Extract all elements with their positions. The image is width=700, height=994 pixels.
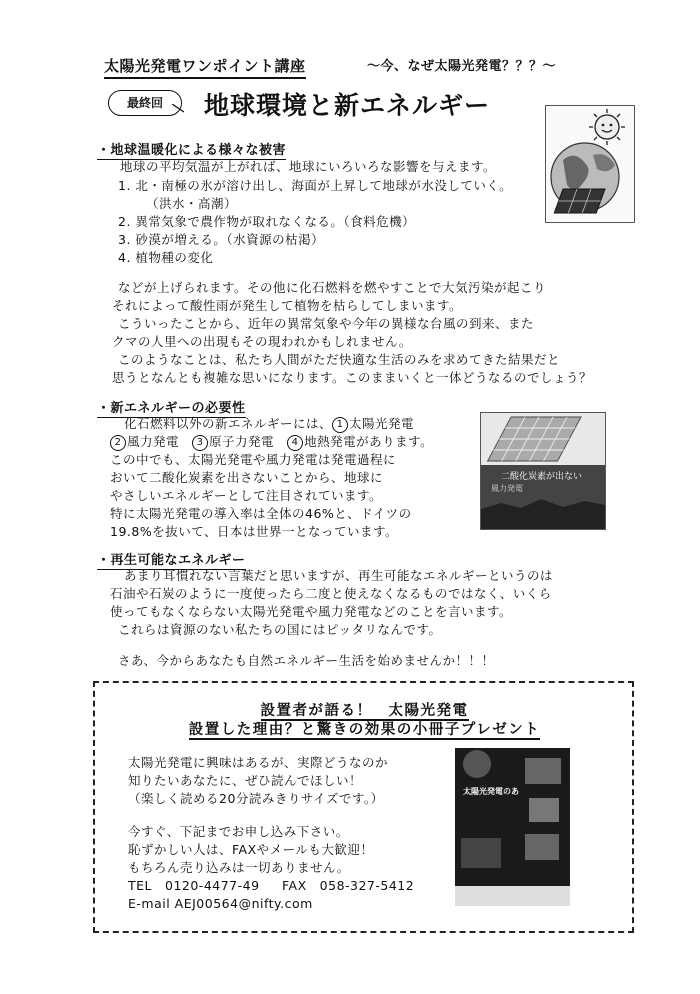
section2-line: 19.8%を抜いて、日本は世界一となっています。 [110, 524, 398, 539]
energy-wind: 風力発電 [127, 434, 180, 449]
section1-item-1: 1. 北・南極の氷が溶け出し、海面が上昇して地球が水没していく。 [118, 178, 513, 193]
section1-heading [97, 139, 286, 158]
badge-tail-icon [172, 104, 184, 114]
section3-heading [97, 549, 246, 568]
promo-heading-2-text: 設置した理由？と驚きの効果の小冊子プレゼント [188, 722, 541, 738]
main-title: 地球環境と新エネルギー [204, 91, 491, 120]
booklet-cover-icon [455, 748, 570, 906]
energy-nuclear: 原子力発電 [209, 434, 275, 449]
section2-line: この中でも、太陽光発電や風力発電は発電過程に [110, 452, 397, 467]
section1-para-line: などが上げられます。その他に化石燃料を燃やすことで大気汚染が起こり [118, 280, 547, 295]
booklet-cover-image [455, 748, 570, 906]
promo-line: 太陽光発電に興味はあるが、実際どうなのか [128, 755, 389, 770]
promo-email: E-mail AEJ00564@nifty.com [128, 896, 313, 911]
globe-sun-illustration [545, 105, 635, 223]
section1-para-line: それによって酸性雨が発生して植物を枯らしてしまいます。 [112, 298, 463, 313]
number-badge-4: 4 [287, 435, 303, 451]
image-caption: 二酸化炭素が出ない [501, 472, 583, 482]
section2-line-2 [110, 433, 433, 451]
energy-geothermal: 地熱発電があります。 [304, 434, 434, 449]
promo-apply-line: 今すぐ、下記までお申し込み下さい。 [128, 824, 349, 839]
section2-heading [97, 397, 246, 416]
section3-line: 石油や石炭のように一度使ったら二度と使えなくなるものではなく、いくら [110, 586, 552, 601]
section1-para-line: こういったことから、近年の異常気象や今年の異様な台風の到来、また [118, 316, 535, 331]
promo-line: （楽しく読める20分読みきりサイズです。） [128, 791, 384, 806]
section1-item-3: 3. 砂漠が増える。（水資源の枯渇） [118, 232, 325, 247]
promo-apply-line: もちろん売り込みは一切ありません。 [128, 860, 350, 875]
section1-heading-text: ・地球温暖化による様々な被害 [97, 143, 287, 158]
booklet-title: 太陽光発電のあ [463, 787, 519, 796]
number-badge-1: 1 [332, 417, 348, 433]
number-badge-3: 3 [192, 435, 208, 451]
promo-apply-line: 恥ずかしい人は、FAXやメールも大歓迎！ [128, 842, 374, 857]
section2-line: 特に太陽光発電の導入率は全体の46%と、ドイツの [110, 506, 412, 521]
section2-line: おいて二酸化炭素を出さないことから、地球に [110, 470, 384, 485]
energy-solar: 太陽光発電 [349, 416, 415, 431]
section3-line: あまり耳慣れない言葉だと思いますが、再生可能なエネルギーというのは [124, 568, 554, 583]
section1-intro: 地球の平均気温が上がれば、地球にいろいろな影響を与えます。 [120, 159, 497, 174]
section2-line1-text: 化石燃料以外の新エネルギーには、 [124, 416, 333, 431]
promo-fax: FAX 058-327-5412 [282, 878, 415, 893]
section2-line: やさしいエネルギーとして注目されています。 [110, 488, 383, 503]
promo-heading-2 [96, 718, 633, 739]
section1-item-2: 2. 異常気象で農作物が取れなくなる。（食料危機） [118, 214, 416, 229]
section2-heading-text: ・新エネルギーの必要性 [97, 401, 246, 416]
promo-line: 知りたいあなたに、ぜひ読んでほしい！ [128, 773, 363, 788]
section1-para-line: 思うとなんとも複雑な思いになります。このままいくと一体どうなるのでしょう？ [112, 370, 593, 385]
promo-tel: TEL 0120-4477-49 [128, 878, 260, 893]
solar-panel-image [480, 412, 606, 530]
section3-line: これらは資源のない私たちの国にはピッタリなんです。 [118, 622, 442, 637]
section1-item-1-note: （洪水・高潮） [146, 196, 238, 211]
section3-closing: さあ、今からあなたも自然エネルギー生活を始めませんか！！！ [118, 653, 495, 668]
section2-line-1 [124, 415, 414, 433]
section1-item-4: 4. 植物種の変化 [118, 250, 214, 265]
section3-line: 使ってもなくならない太陽光発電や風力発電などのことを言います。 [110, 604, 513, 619]
section3-heading-text: ・再生可能なエネルギー [97, 553, 246, 568]
series-title: 太陽光発電ワンポイント講座 [104, 55, 306, 79]
promo-heading-1 [96, 699, 633, 720]
section1-para-line: クマの人里への出現もその現われかもしれません。 [112, 334, 412, 349]
subtitle: ～今、なぜ太陽光発電？？？～ [367, 59, 557, 74]
promo-heading-1-text: 設置者が語る！ 太陽光発電 [260, 703, 469, 719]
section1-para-line: このようなことは、私たち人間がただ快適な生活のみを求めてきた結果だと [118, 352, 561, 367]
image-subcaption: 風力発電 [491, 484, 523, 493]
number-badge-2: 2 [110, 435, 126, 451]
episode-badge: 最終回 [108, 90, 182, 116]
